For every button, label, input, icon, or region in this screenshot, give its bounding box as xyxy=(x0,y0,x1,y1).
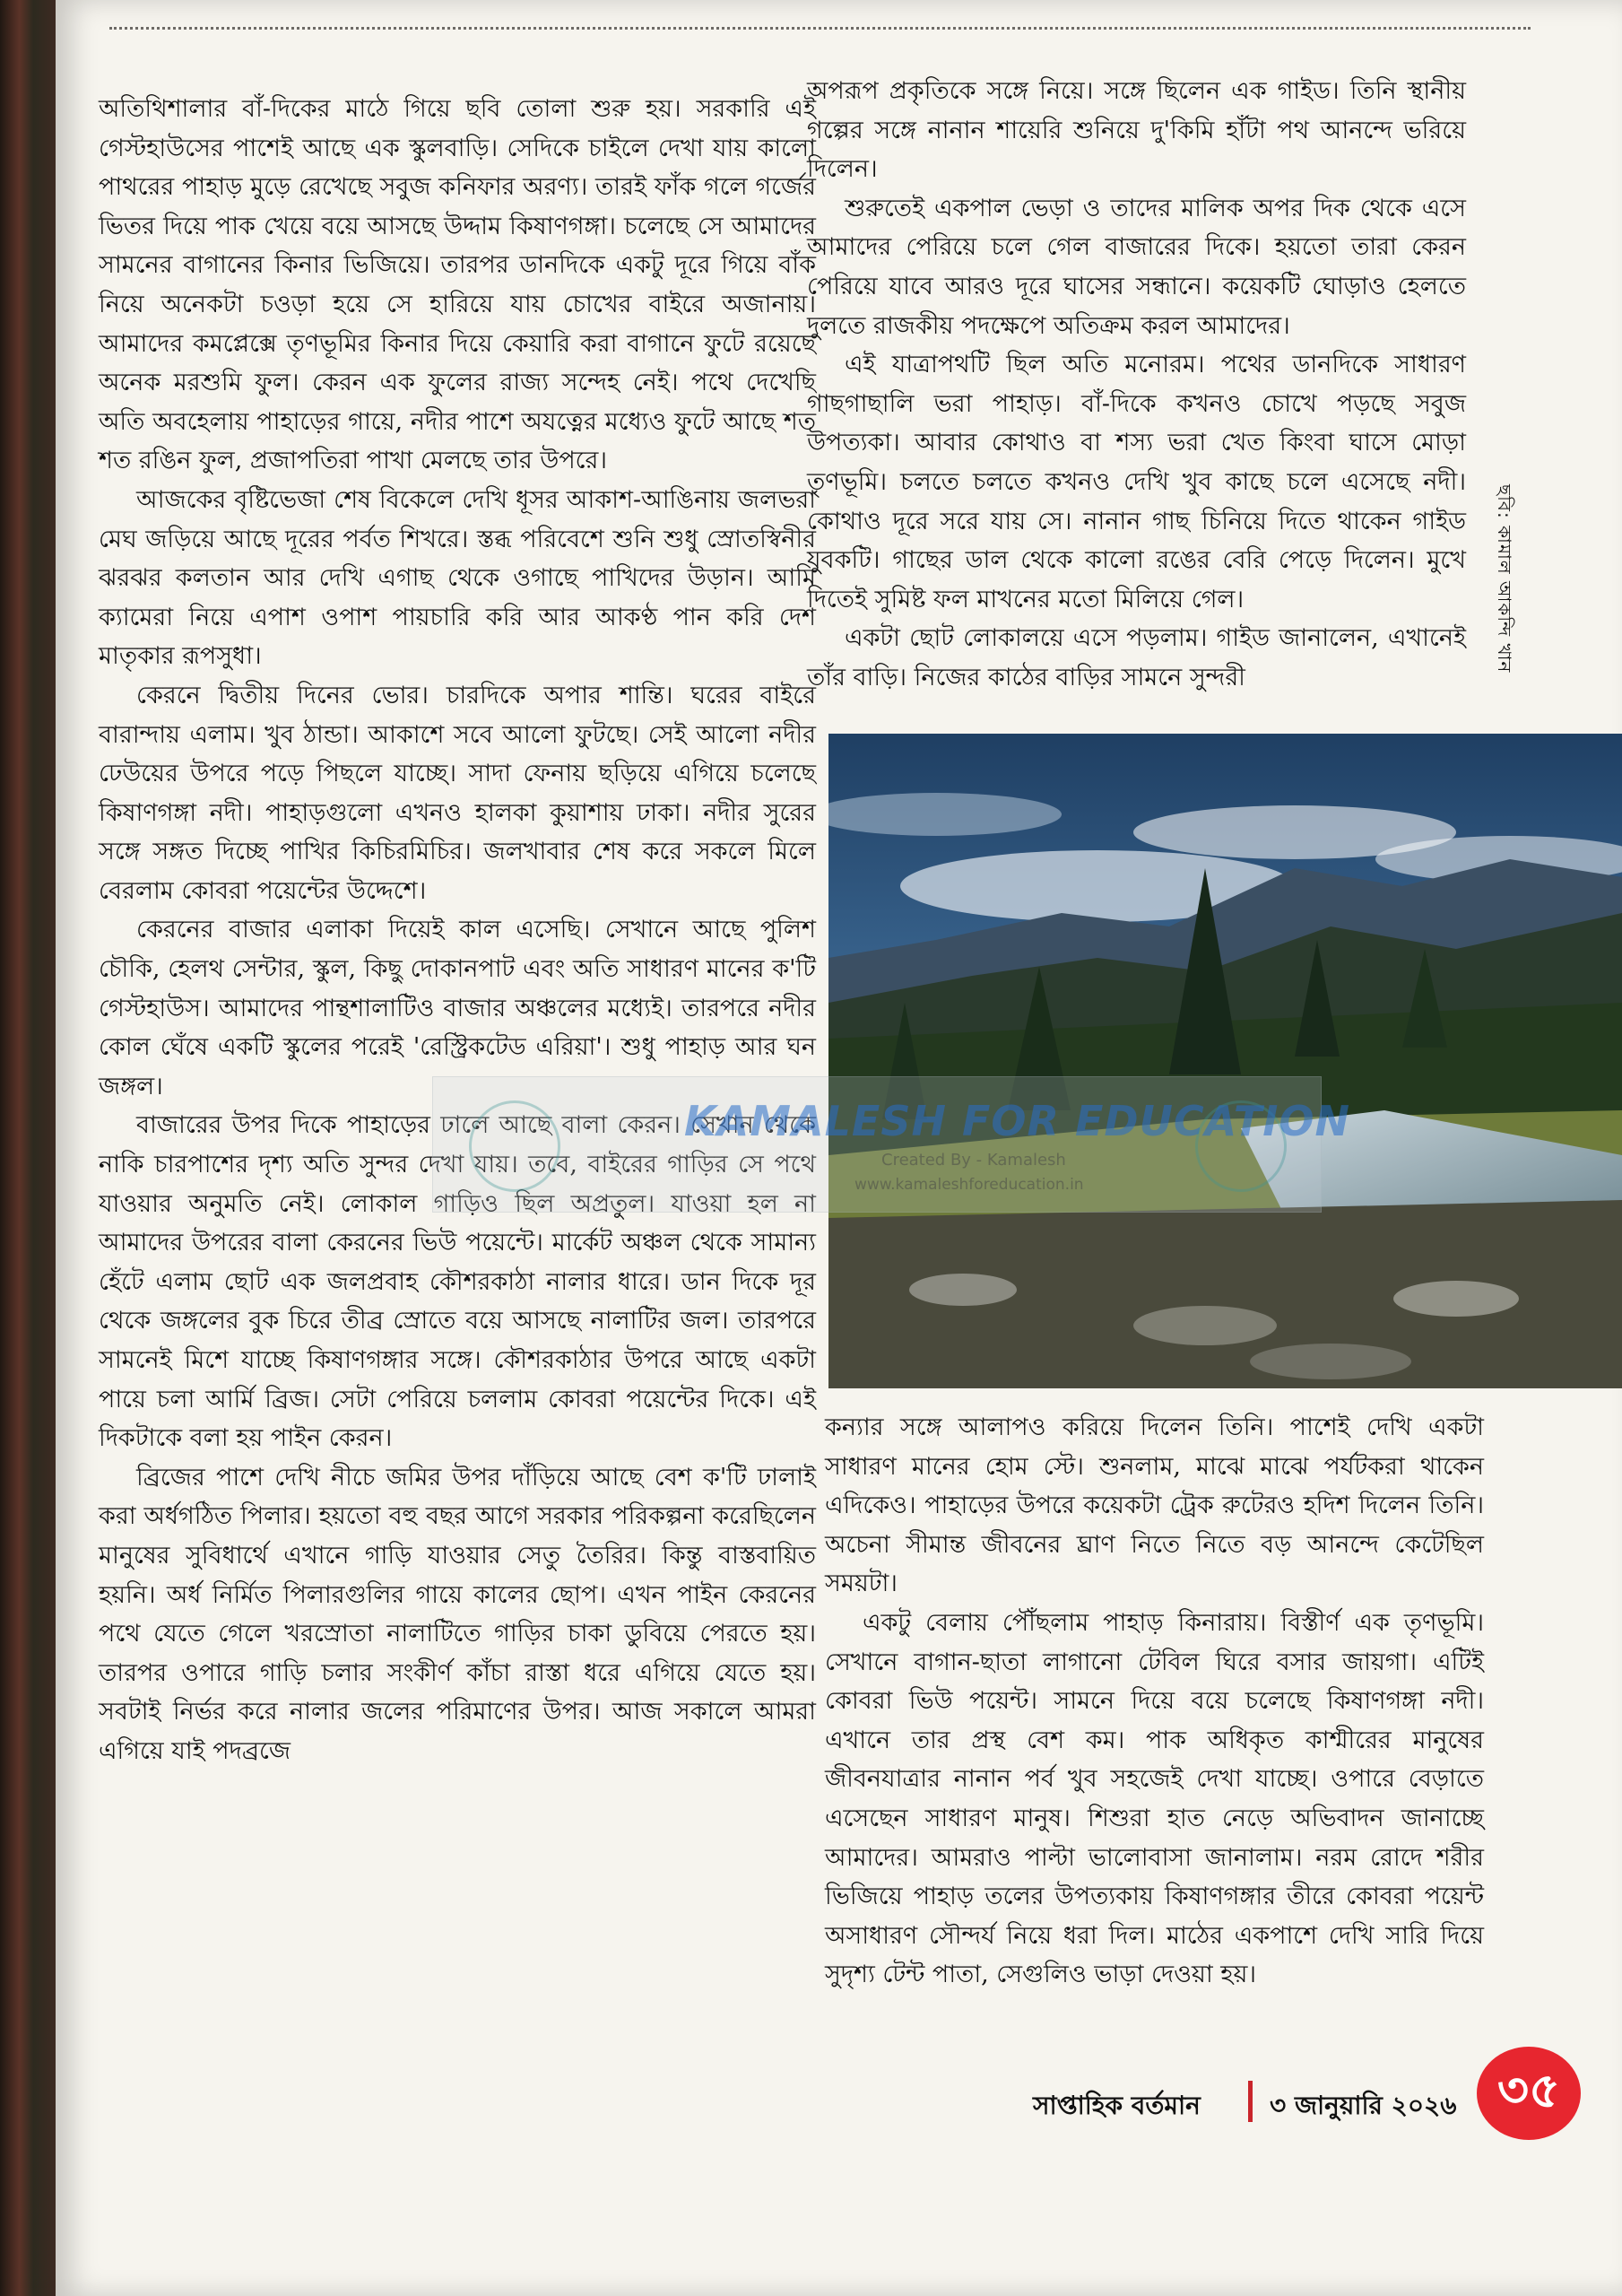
top-dotted-rule xyxy=(109,27,1531,30)
article-paragraph: কেরনে দ্বিতীয় দিনের ভোর। চারদিকে অপার শান্তি। ঘরের বাইরে বারান্দায় এলাম। খুব ঠান্ডা। আকাশে সবে আলো ফুটছে। সেই আলো নদীর ঢেউয়ের উপরে পড়ে পিছলে যাচ্ছে। সাদা ফেনায় ছড়িয়ে এগিয়ে চলেছে কিষাণগঙ্গা নদী। পাহাড়গুলো এখনও হালকা কুয়াশায় ঢাকা। নদীর সুরের সঙ্গে সঙ্গত দিচ্ছে পাখির কিচিরমিচির। জলখাবার শেষ করে সকলে মিলে বেরলাম কোবরা পয়েন্টের উদ্দেশে। xyxy=(99,681,816,905)
article-paragraph: অপরূপ প্রকৃতিকে সঙ্গে নিয়ে। সঙ্গে ছিলেন এক গাইড। তিনি স্থানীয় গল্পের সঙ্গে নানান শায়েরি শুনিয়ে দু'কিমি হাঁটা পথ আনন্দে ভরিয়ে দিলেন। xyxy=(807,77,1466,184)
watermark-subtitle: Created By - Kamalesh xyxy=(881,1151,1066,1170)
footer-divider xyxy=(1248,2081,1253,2122)
page-number: ৩৫ xyxy=(1477,2047,1581,2140)
watermark-title: KAMALESH FOR EDUCATION xyxy=(684,1097,1350,1145)
article-paragraph: অতিথিশালার বাঁ-দিকের মাঠে গিয়ে ছবি তোলা শুরু হয়। সরকারি এই গেস্টহাউসের পাশেই আছে এক স্কুলবাড়ি। সেদিকে চাইলে দেখা যায় কালো পাথরের পাহাড় মুড়ে রেখেছে সবুজ কনিফার অরণ্য। তারই ফাঁক গলে গর্জের ভিতর দিয়ে পাক খেয়ে বয়ে আসছে উদ্দাম কিষাণগঙ্গা। চলেছে সে আমাদের সামনের বাগানের কিনার ভিজিয়ে। তারপর ডানদিকে একটু দূরে গিয়ে বাঁক নিয়ে অনেকটা চওড়া হয়ে সে হারিয়ে যায় চোখের বাইরে অজানায়। আমাদের কমপ্লেক্সে তৃণভূমির কিনার দিয়ে কেয়ারি করা বাগানে ফুটে রয়েছে অনেক মরশুমি ফুল। কেরন এক ফুলের রাজ্য সন্দেহ নেই। পথে দেখেছি অতি অবহেলায় পাহাড়ের গায়ে, নদীর পাশে অযত্নের মধ্যেও ফুটে আছে শত শত রঙিন ফুল, প্রজাপতিরা পাখা মেলছে তার উপরে। xyxy=(99,95,816,475)
article-paragraph: শুরুতেই একপাল ভেড়া ও তাদের মালিক অপর দিক থেকে এসে আমাদের পেরিয়ে চলে গেল বাজারের দিকে। হয়তো তারা কেরন পেরিয়ে যাবে আরও দূরে ঘাসের সন্ধানে। কয়েকটি ঘোড়াও হেলতে দুলতে রাজকীয় পদক্ষেপে অতিক্রম করল আমাদের। xyxy=(807,194,1466,340)
article-paragraph: আজকের বৃষ্টিভেজা শেষ বিকেলে দেখি ধূসর আকাশ-আঙিনায় জলভরা মেঘ জড়িয়ে আছে দূরের পর্বত শিখরে। স্তব্ধ পরিবেশে শুনি শুধু স্রোতস্বিনীর ঝরঝর কলতান আর দেখি এগাছ থেকে ওগাছে পাখিদের উড়ান। আমি ক্যামেরা নিয়ে এপাশ ওপাশ পায়চারি করি আর আকণ্ঠ পান করি দেশ মাতৃকার রূপসুধা। xyxy=(99,485,816,671)
watermark-seal-icon xyxy=(469,1100,560,1192)
watermark-url: www.kamaleshforeducation.in xyxy=(854,1176,1084,1194)
book-binding xyxy=(0,0,56,2296)
article-paragraph: কেরনের বাজার এলাকা দিয়েই কাল এসেছি। সেখানে আছে পুলিশ চৌকি, হেলথ সেন্টার, স্কুল, কিছু দোকানপাট এবং অতি সাধারণ মানের ক'টি গেস্টহাউস। আমাদের পান্থশালাটিও বাজার অঞ্চলের মধ্যেই। তারপরে নদীর কোল ঘেঁষে একটি স্কুলের পরেই 'রেস্ট্রিকটেড এরিয়া'। শুধু পাহাড় আর ঘন জঙ্গল। xyxy=(99,916,816,1100)
article-paragraph: বাজারের উপর দিকে পাহাড়ের ঢালে আছে বালা কেরন। সেখান থেকে নাকি চারপাশের দৃশ্য অতি সুন্দর দেখা যায়। তবে, বাইরের গাড়ির সে পথে যাওয়ার অনুমতি নেই। লোকাল গাড়িও ছিল অপ্রতুল। যাওয়া হল না আমাদের উপরের বালা কেরনের ভিউ পয়েন্টে। মার্কেট অঞ্চল থেকে সামান্য হেঁটে এলাম ছোট এক জলপ্রবাহ কৌশরকাঠা নালার ধারে। ডান দিকে দূর থেকে জঙ্গলের বুক চিরে তীব্র স্রোতে বয়ে আসছে নালাটির জল। তারপরে সামনেই মিশে যাচ্ছে কিষাণগঙ্গার সঙ্গে। কৌশরকাঠার উপরে আছে একটা পায়ে চলা আর্মি ব্রিজ। সেটা পেরিয়ে চললাম কোবরা পয়েন্টের দিকে। এই দিকটাকে বলা হয় পাইন কেরন। xyxy=(99,1111,816,1453)
article-paragraph: ব্রিজের পাশে দেখি নীচে জমির উপর দাঁড়িয়ে আছে বেশ ক'টি ঢালাই করা অর্ধগঠিত পিলার। হয়তো বহু বছর আগে সরকার পরিকল্পনা করেছিলেন মানুষের সুবিধার্থে এখানে গাড়ি যাওয়ার সেতু তৈরির। কিন্তু বাস্তবায়িত হয়নি। অর্ধ নির্মিত পিলারগুলির গায়ে কালের ছোপ। এখন পাইন কেরনের পথে যেতে গেলে খরস্রোতা নালাটিতে গাড়ির চাকা ডুবিয়ে পেরতে হয়। তারপর ওপারে গাড়ি চলার সংকীর্ণ কাঁচা রাস্তা ধরে এগিয়ে যেতে হয়। সবটাই নির্ভর করে নালার জলের পরিমাণের উপর। আজ সকালে আমরা এগিয়ে যাই পদব্রজে xyxy=(99,1463,816,1765)
magazine-page xyxy=(56,0,1622,2296)
landscape-photo xyxy=(828,734,1622,1388)
magazine-name: সাপ্তাহিক বর্তমান xyxy=(1033,2091,1201,2120)
article-paragraph: কন্যার সঙ্গে আলাপও করিয়ে দিলেন তিনি। পাশেই দেখি একটা সাধারণ মানের হোম স্টে। শুনলাম, মাঝে মাঝে পর্যটকরা থাকেন এদিকেও। পাহাড়ের উপরে কয়েকটা ট্রেক রুটেরও হদিশ দিলেন তিনি। অচেনা সীমান্ত জীবনের ঘ্রাণ নিতে নিতে বড় আনন্দে কেটেছিল সময়টা। xyxy=(825,1413,1484,1598)
article-right-column-bottom xyxy=(825,1408,1484,1995)
article-paragraph: একটা ছোট লোকালয়ে এসে পড়লাম। গাইড জানালেন, এখানেই তাঁর বাড়ি। নিজের কাঠের বাড়ির সামনে সুন্দরী xyxy=(807,624,1466,691)
issue-date: ৩ জানুয়ারি ২০২৬ xyxy=(1270,2091,1457,2120)
article-paragraph: এই যাত্রাপথটি ছিল অতি মনোরম। পথের ডানদিকে সাধারণ গাছগাছালি ভরা পাহাড়। বাঁ-দিকে কখনও চোখে পড়ছে সবুজ উপত্যকা। আবার কোথাও বা শস্য ভরা খেত কিংবা ঘাসে মোড়া তৃণভূমি। চলতে চলতে কখনও দেখি খুব কাছে চলে এসেছে নদী। কোথাও দূরে সরে যায় সে। নানান গাছ চিনিয়ে দিতে থাকেন গাইড যুবকটি। গাছের ডাল থেকে কালো রঙের বেরি পেড়ে দিলেন। মুখে দিতেই সুমিষ্ট ফল মাখনের মতো মিলিয়ে গেল। xyxy=(807,351,1466,613)
watermark-overlay xyxy=(432,1076,1350,1213)
article-paragraph: একটু বেলায় পৌঁছলাম পাহাড় কিনারায়। বিস্তীর্ণ এক তৃণভূমি। সেখানে বাগান-ছাতা লাগানো টেবিল ঘিরে বসার জায়গা। এটিই কোবরা ভিউ পয়েন্ট। সামনে দিয়ে বয়ে চলেছে কিষাণগঙ্গা নদী। এখানে তার প্রস্থ বেশ কম। পাক অধিকৃত কাশ্মীরের মানুষের জীবনযাত্রার নানান পর্ব খুব সহজেই দেখা যাচ্ছে। ওপারে বেড়াতে এসেছেন সাধারণ মানুষ। শিশুরা হাত নেড়ে অভিবাদন জানাচ্ছে আমাদের। আমরাও পাল্টা ভালোবাসা জানালাম। নরম রোদে শরীর ভিজিয়ে পাহাড় তলের উপত্যকায় কিষাণগঙ্গার তীরে কোবরা পয়েন্ট অসাধারণ সৌন্দর্য নিয়ে ধরা দিল। মাঠের একপাশে দেখি সারি দিয়ে সুদৃশ্য টেন্ট পাতা, সেগুলিও ভাড়া দেওয়া হয়। xyxy=(825,1608,1484,1989)
article-photo xyxy=(828,734,1622,1388)
article-right-column-top xyxy=(807,72,1466,698)
photo-credit-caption: ছবি: কামাল আকন্দি খান xyxy=(1494,484,1515,674)
article-left-column xyxy=(99,90,816,1771)
